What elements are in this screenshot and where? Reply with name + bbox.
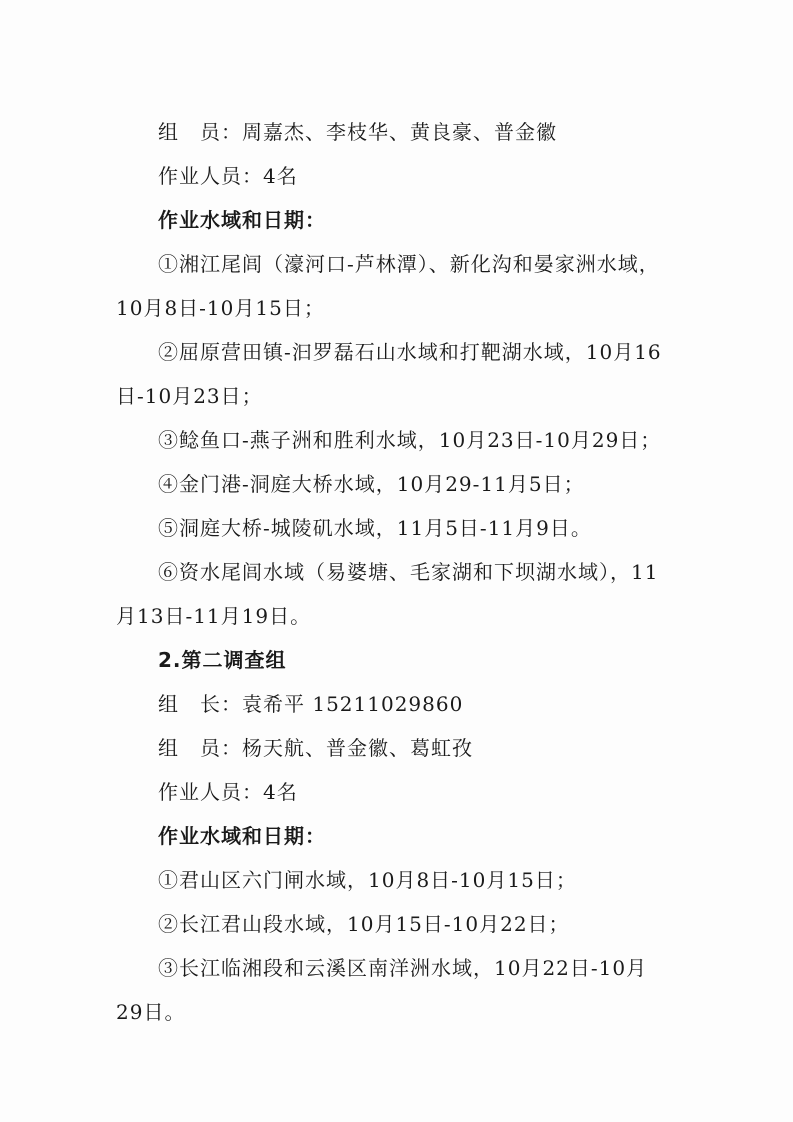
group2-workers: 作业人员：4名 — [158, 780, 298, 804]
group2-item3-line2: 29日。 — [116, 1000, 186, 1024]
group1-item3: ③鲶鱼口-燕子洲和胜利水域，10月23日-10月29日； — [158, 428, 662, 452]
group1-item5: ⑤洞庭大桥-城陵矶水域，11月5日-11月9日。 — [158, 516, 592, 540]
group1-item2-line1: ②屈原营田镇-汩罗磊石山水域和打靶湖水域，10月16 — [158, 340, 662, 364]
group1-members: 组 员：周嘉杰、李枝华、黄良豪、普金徽 — [158, 120, 557, 144]
group2-item3-line1: ③长江临湘段和云溪区南洋洲水域，10月22日-10月 — [158, 956, 648, 980]
group1-waters-heading: 作业水域和日期： — [158, 208, 326, 232]
group1-item1-line1: ①湘江尾闾（濠河口-芦林潭）、新化沟和晏家洲水域， — [158, 252, 660, 276]
group1-item4: ④金门港-洞庭大桥水域，10月29-11月5日； — [158, 472, 585, 496]
group2-item1: ①君山区六门闸水域，10月8日-10月15日； — [158, 868, 577, 892]
group1-item1-line2: 10月8日-10月15日； — [116, 296, 325, 320]
group2-leader: 组 长：袁希平 15211029860 — [158, 692, 464, 716]
group1-item2-line2: 日-10月23日； — [116, 384, 263, 408]
group2-item2: ②长江君山段水域，10月15日-10月22日； — [158, 912, 570, 936]
group2-title: 2.第二调查组 — [158, 648, 287, 672]
group2-members: 组 员：杨天航、普金徽、葛虹孜 — [158, 736, 473, 760]
group1-item6-line2: 月13日-11月19日。 — [116, 604, 312, 628]
group2-waters-heading: 作业水域和日期： — [158, 824, 326, 848]
group1-item6-line1: ⑥资水尾闾水域（易婆塘、毛家湖和下坝湖水域），11 — [158, 560, 659, 584]
group1-workers: 作业人员：4名 — [158, 164, 298, 188]
